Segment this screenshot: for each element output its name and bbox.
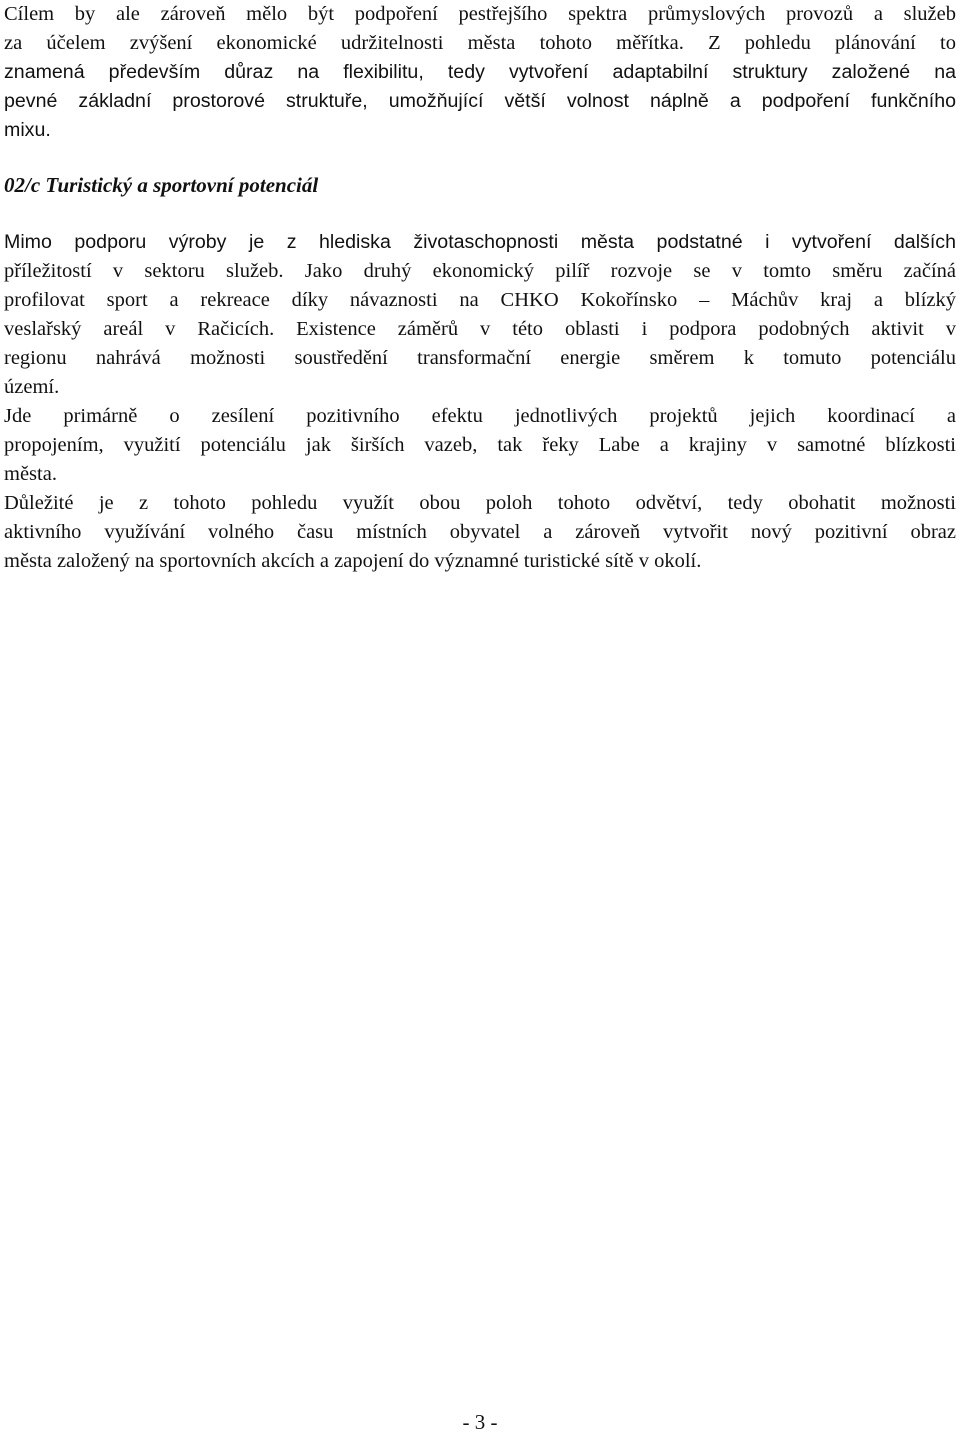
text-line: města založený na sportovních akcích a zapojení do významné turistické sítě v okolí. bbox=[4, 550, 702, 572]
text-line: aktivního využívání volného času místních obyvatel a zároveň vytvořit nový pozitivní obraz bbox=[4, 521, 956, 543]
text-line: profilovat sport a rekreace díky návaznosti na CHKO Kokořínsko – Máchův kraj a blízký bbox=[4, 289, 956, 311]
body-paragraph bbox=[4, 228, 956, 402]
page-number: - 3 - bbox=[462, 1410, 498, 1434]
text-line: mixu. bbox=[4, 119, 51, 141]
intro-paragraph bbox=[4, 0, 956, 145]
text-line: pevné základní prostorové struktuře, umožňující větší volnost náplně a podpoření funkčního bbox=[4, 90, 956, 112]
text-line: území. bbox=[4, 376, 60, 398]
text-line: Cílem by ale zároveň mělo být podpoření pestřejšího spektra průmyslových provozů a služeb bbox=[4, 3, 956, 25]
text-line: veslařský areál v Račicích. Existence záměrů v této oblasti i podpora podobných aktivit v bbox=[4, 318, 956, 340]
text-line: propojením, využití potenciálu jak širších vazeb, tak řeky Labe a krajiny v samotné blízkosti bbox=[4, 434, 956, 456]
text-line: Jde primárně o zesílení pozitivního efektu jednotlivých projektů jejich koordinací a bbox=[4, 405, 956, 427]
text-line: příležitostí v sektoru služeb. Jako druhý ekonomický pilíř rozvoje se v tomto směru začíná bbox=[4, 260, 956, 282]
body-paragraph bbox=[4, 402, 956, 489]
body-paragraph bbox=[4, 489, 956, 576]
text-line: Důležité je z tohoto pohledu využít obou poloh tohoto odvětví, tedy obohatit možnosti bbox=[4, 492, 956, 514]
text-line: za účelem zvýšení ekonomické udržitelnosti města tohoto měřítka. Z pohledu plánování to bbox=[4, 32, 956, 54]
text-line: města. bbox=[4, 463, 57, 485]
section-heading: 02/c Turistický a sportovní potenciál bbox=[4, 173, 319, 197]
text-line: znamená především důraz na flexibilitu, tedy vytvoření adaptabilní struktury založené na bbox=[4, 61, 956, 83]
text-line: regionu nahrává možnosti soustředění transformační energie směrem k tomuto potenciálu bbox=[4, 347, 956, 369]
text-line: Mimo podporu výroby je z hlediska životaschopnosti města podstatné i vytvoření dalších bbox=[4, 231, 956, 253]
